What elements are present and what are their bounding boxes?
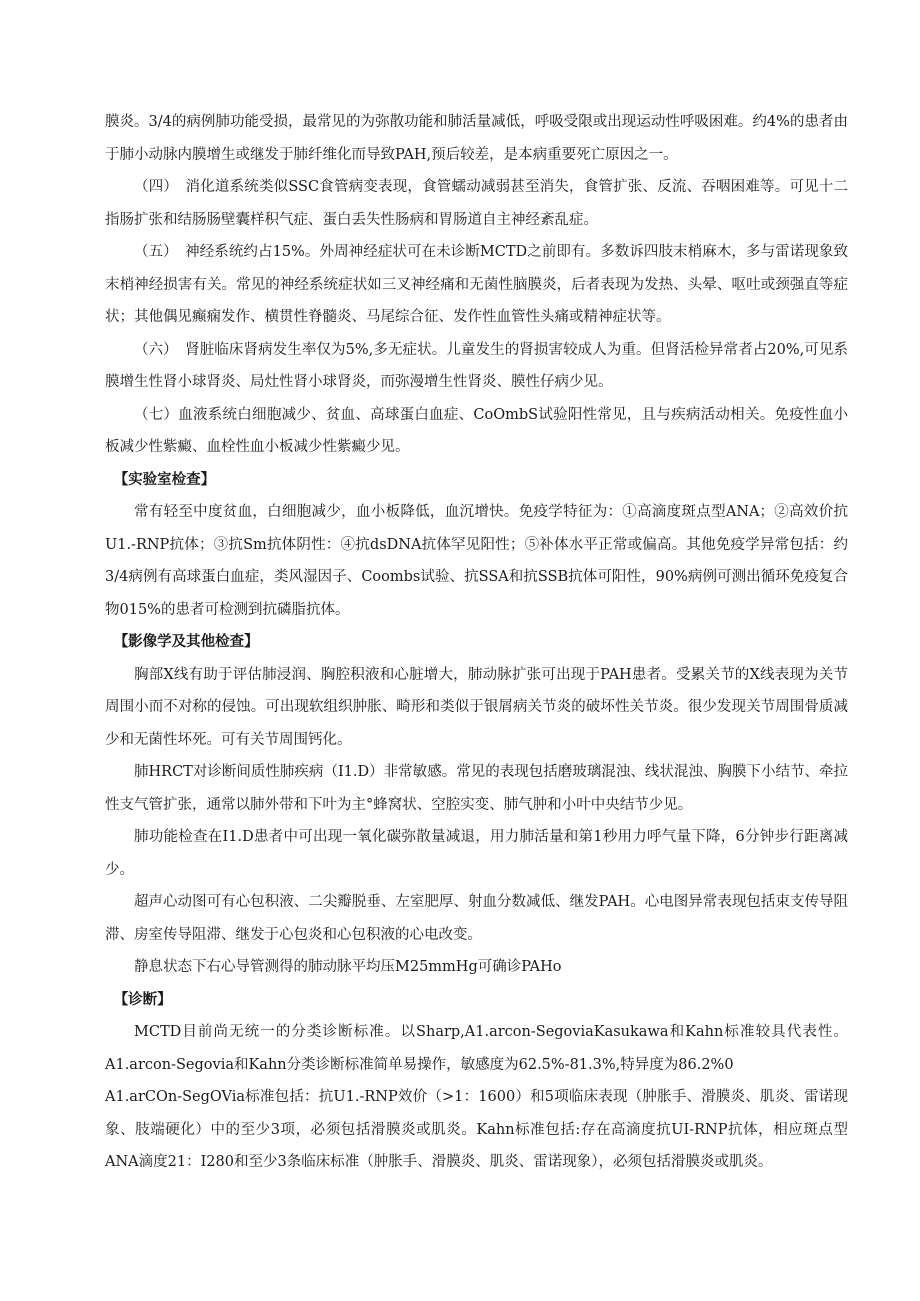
paragraph-blood-system: （七）血液系统白细胞减少、贫血、高球蛋白血症、CoOmbS试验阳性常见，且与疾病活动相关。免疫性血小板减少性紫癜、血栓性血小板减少性紫癜少见。 (105, 406, 848, 455)
paragraph-digestive-system: （四） 消化道系统类似SSC食管病变表现，食管蠕动减弱甚至消失，食管扩张、反流、吞咽困难等。可见十二指肠扩张和结肠肠壁囊样积气症、蛋白丢失性肠病和胃肠道自主神经紊乱症。 (105, 179, 848, 228)
heading-imaging: 【影像学及其他检查】 (113, 634, 259, 650)
paragraph-lung-continuation: 膜炎。3/4的病例肺功能受损，最常见的为弥散功能和肺活量减低，呼吸受限或出现运动性呼吸困难。约4%的患者由于肺小动脉内膜增生或继发于肺纤维化而导致PAH,预后较差，是本病重要死亡原因之一。 (105, 114, 848, 163)
paragraph-right-heart-catheter: 静息状态下右心导管测得的肺动脉平均压M25mmHg可确诊PAHo (134, 959, 562, 975)
paragraph-alarcon-kahn-criteria: A1.arCOn-SegOVia标准包括：抗U1.-RNP效价（>1：1600）和5项临床表现（肿胀手、滑膜炎、肌炎、雷诺现象、肢端硬化）中的至少3项，必须包括滑膜炎或肌炎。Kahn标准包括:存在高滴度抗UI-RNP抗体，相应斑点型ANA滴度21：I280和至少3条临床标准（肿胀手、滑膜炎、肌炎、雷诺现象），必须包括滑膜炎或肌炎。 (105, 1089, 848, 1170)
paragraph-chest-xray: 胸部X线有助于评估肺浸润、胸腔积液和心脏增大，肺动脉扩张可出现于PAH患者。受累关节的X线表现为关节周围小而不对称的侵蚀。可出现软组织肿胀、畸形和类似于银屑病关节炎的破坏性关节炎。很少发现关节周围骨质减少和无菌性坏死。可有关节周围钙化。 (105, 666, 848, 748)
paragraph-nervous-system: （五） 神经系统约占15%。外周神经症状可在未诊断MCTD之前即有。多数诉四肢末梢麻木，多与雷诺现象致末梢神经损害有关。常见的神经系统症状如三叉神经痛和无菌性脑膜炎，后者表现为发热、头晕、呕吐或颈强直等症状；其他偶见癫痫发作、横贯性脊髓炎、马尾综合征、发作性血管性头痛或精神症状等。 (105, 244, 848, 325)
paragraph-hrct: 肺HRCT对诊断间质性肺疾病（I1.D）非常敏感。常见的表现包括磨玻璃混浊、线状混浊、胸膜下小结节、牵拉性支气管扩张，通常以肺外带和下叶为主°蜂窝状、空腔实变、肺气肿和小叶中央结节少见。 (105, 764, 848, 813)
paragraph-kidney: （六） 肾脏临床肾病发生率仅为5%,多无症状。儿童发生的肾损害较成人为重。但肾活检异常者占20%,可见系膜增生性肾小球肾炎、局灶性肾小球肾炎，而弥漫增生性肾炎、膜性仔病少见。 (105, 341, 848, 390)
document-body (105, 106, 848, 1179)
paragraph-echocardiography: 超声心动图可有心包积液、二尖瓣脱垂、左室肥厚、射血分数减低、继发PAH。心电图异常表现包括束支传导阻滞、房室传导阻滞、继发于心包炎和心包积液的心电改变。 (105, 894, 848, 943)
paragraph-lab-tests: 常有轻至中度贫血，白细胞减少，血小板降低，血沉增快。免疫学特征为：①高滴度斑点型ANA；②高效价抗U1.-RNP抗体；③抗Sm抗体阴性：④抗dsDNA抗体罕见阳性；⑤补体水平正常或偏高。其他免疫学异常包括：约3/4病例有高球蛋白血症，类风湿因子、Coombs试验、抗SSA和抗SSB抗体可阳性，90%病例可测出循环免疫复合物015%的患者可检测到抗磷脂抗体。 (105, 504, 848, 618)
heading-lab-tests: 【实验室检查】 (113, 471, 216, 488)
paragraph-diagnosis-standards: MCTD目前尚无统一的分类诊断标准。以Sharp,A1.arcon-SegoviaKasukawa和Kahn标准较具代表性。A1.arcon-Segovia和Kahn分类诊断标准简单易操作，敏感度为62.5%-81.3%,特异度为86.2%0 (105, 1024, 848, 1073)
heading-diagnosis: 【诊断】 (113, 991, 172, 1008)
paragraph-lung-function: 肺功能检查在I1.D患者中可出现一氧化碳弥散量减退，用力肺活量和第1秒用力呼气量下降，6分钟步行距离减少。 (105, 829, 848, 878)
